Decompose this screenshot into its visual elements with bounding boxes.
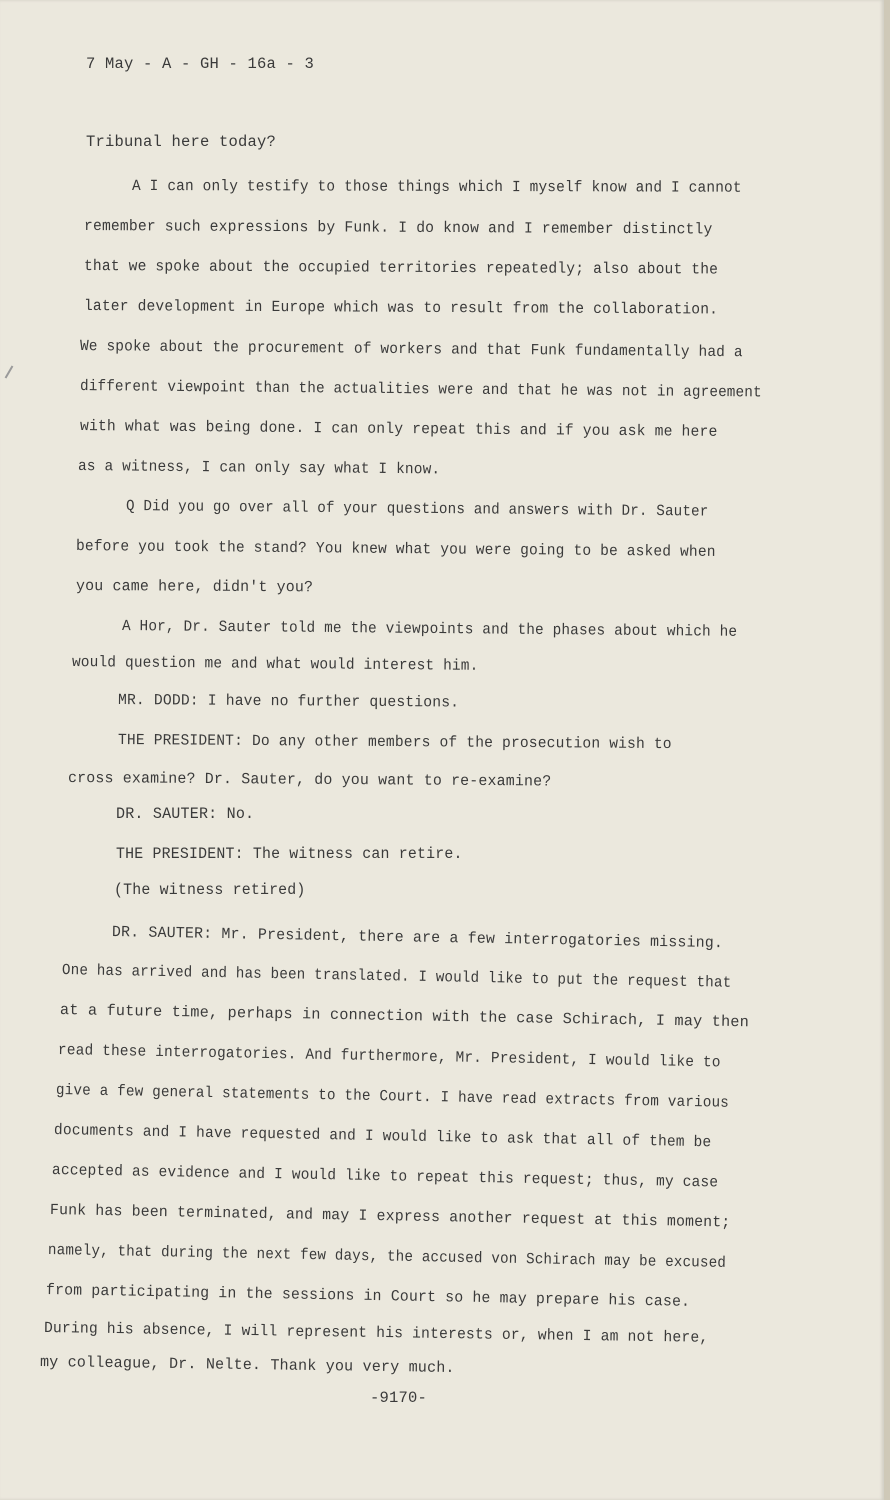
text-line: as a witness, I can only say what I know. — [77, 457, 441, 479]
text-line: that we spoke about the occupied territories repeatedly; also about the — [83, 257, 719, 279]
text-line: MR. DODD: I have no further questions. — [117, 691, 460, 712]
text-line: with what was being done. I can only repeat this and if you ask me here — [79, 417, 718, 441]
text-line: THE PRESIDENT: Do any other members of the prosecution wish to — [117, 731, 672, 754]
text-line: would question me and what would interest him. — [71, 653, 479, 675]
margin-mark — [5, 365, 14, 378]
text-line: During his absence, I will represent his interests or, when I am not here, — [43, 1319, 709, 1347]
text-line: accepted as evidence and I would like to repeat this request; thus, my case — [51, 1161, 719, 1192]
text-line: Tribunal here today? — [86, 133, 277, 151]
text-line: Q Did you go over all of your questions and answers with Dr. Sauter — [125, 497, 709, 521]
text-line: We spoke about the procurement of workers and that Funk fundamentally had a — [79, 337, 743, 362]
text-line: before you took the stand? You knew what you were going to be asked when — [75, 537, 716, 561]
text-line: THE PRESIDENT: The witness can retire. — [116, 845, 463, 863]
text-line: give a few general statements to the Court. I have read extracts from various — [55, 1081, 730, 1112]
text-line: A I can only testify to those things which I myself know and I cannot — [131, 177, 742, 197]
document-header: 7 May - A - GH - 16a - 3 — [86, 55, 315, 73]
text-line: (The witness retired) — [114, 881, 306, 899]
text-line: at a future time, perhaps in connection with the case Schirach, I may then — [59, 1001, 750, 1032]
text-line: documents and I have requested and I would like to ask that all of them be — [53, 1121, 712, 1152]
page-edge — [884, 0, 890, 1500]
text-line: you came here, didn't you? — [75, 577, 314, 597]
text-line: A Hor, Dr. Sauter told me the viewpoints and the phases about which he — [121, 617, 738, 641]
text-line: read these interrogatories. And furthermore, Mr. President, I would like to — [57, 1041, 721, 1072]
text-line: from participating in the sessions in Court so he may prepare his case. — [45, 1281, 691, 1311]
text-line: remember such expressions by Funk. I do know and I remember distinctly — [83, 217, 713, 239]
text-line: One has arrived and has been translated. I would like to put the request that — [61, 961, 732, 992]
text-line: later development in Europe which was to result from the collaboration. — [83, 297, 719, 319]
page-number: -9170- — [370, 1389, 428, 1407]
text-line: Funk has been terminated, and may I express another request at this moment; — [49, 1201, 731, 1232]
text-line: different viewpoint than the actualities were and that he was not in agreement — [79, 377, 762, 402]
text-line: cross examine? Dr. Sauter, do you want to re-examine? — [67, 769, 552, 791]
text-line: my colleague, Dr. Nelte. Thank you very much. — [39, 1353, 455, 1377]
text-line: namely, that during the next few days, the accused von Schirach may be excused — [47, 1241, 727, 1272]
text-line: DR. SAUTER: No. — [116, 805, 255, 823]
text-line: DR. SAUTER: Mr. President, there are a few interrogatories missing. — [111, 923, 724, 953]
